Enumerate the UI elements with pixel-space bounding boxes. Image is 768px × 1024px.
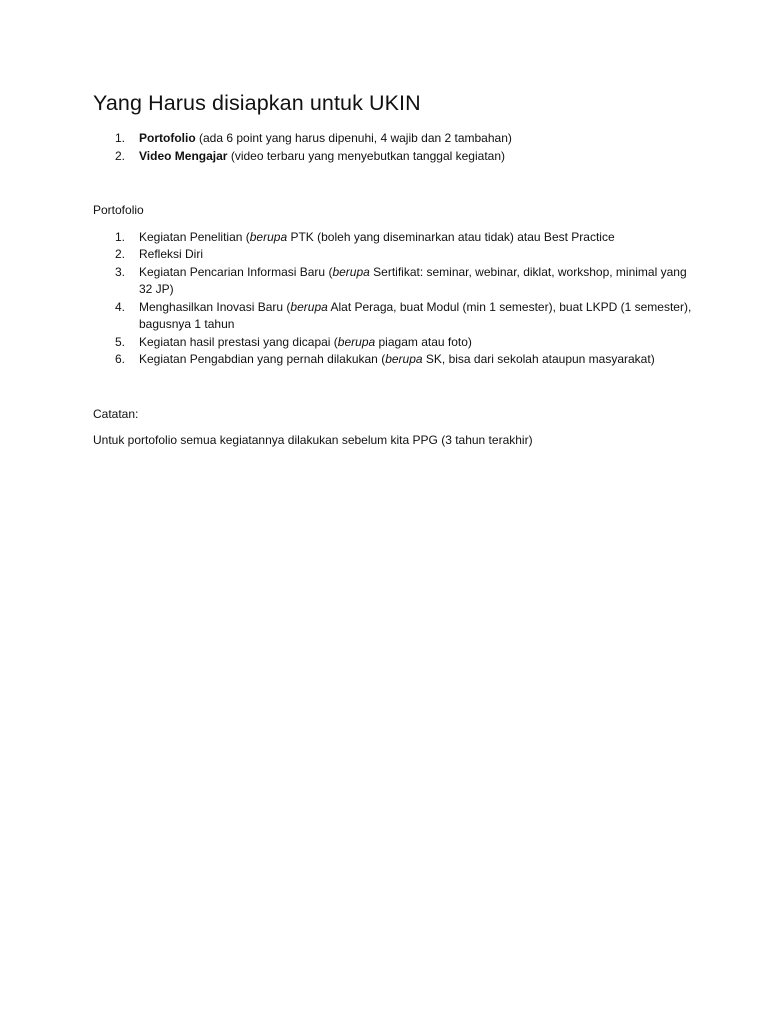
requirement-title: Video Mengajar <box>139 148 228 163</box>
requirement-desc: (video terbaru yang menyebutkan tanggal kegiatan) <box>227 148 505 163</box>
list-item <box>93 334 693 352</box>
portfolio-heading: Portofolio <box>93 203 144 217</box>
item-text-after: PTK (boleh yang diseminarkan atau tidak) atau Best Practice <box>287 229 615 244</box>
list-item <box>93 246 693 264</box>
list-item <box>93 148 693 166</box>
list-number: 6. <box>115 352 126 366</box>
item-text-before: Kegiatan Pengabdian yang pernah dilakukan ( <box>139 352 386 366</box>
requirement-desc: (ada 6 point yang harus dipenuhi, 4 wajib dan 2 tambahan) <box>195 131 512 145</box>
list-number: 2. <box>115 148 126 163</box>
document-title: Yang Harus disiapkan untuk UKIN <box>93 91 421 115</box>
portfolio-list <box>93 229 693 369</box>
list-item <box>93 299 693 334</box>
item-text-before: Refleksi Diri <box>139 247 204 261</box>
list-item <box>93 130 693 148</box>
document-page <box>93 88 693 450</box>
list-item <box>93 264 693 299</box>
list-item <box>93 229 693 247</box>
list-number: 5. <box>115 334 126 349</box>
list-number: 3. <box>115 264 126 279</box>
item-text-italic: berupa <box>290 299 328 314</box>
item-text-after: Alat Peraga, buat Modul (min 1 semester), buat LKPD (1 semester), bagusnya 1 tahun <box>139 299 692 331</box>
item-text-italic: berupa <box>249 229 288 244</box>
notes-text: Untuk portofolio semua kegiatannya dilakukan sebelum kita PPG (3 tahun terakhir) <box>93 433 533 447</box>
list-number: 1. <box>115 131 126 145</box>
item-text-italic: berupa <box>332 264 370 279</box>
item-text-before: Kegiatan Penelitian ( <box>139 229 250 244</box>
list-item <box>93 351 693 369</box>
item-text-before: Kegiatan Pencarian Informasi Baru ( <box>139 264 333 279</box>
item-text-italic: berupa <box>337 334 376 349</box>
list-number: 4. <box>115 299 126 314</box>
item-text-before: Menghasilkan Inovasi Baru ( <box>139 299 291 314</box>
list-number: 2. <box>115 247 126 261</box>
notes-heading: Catatan: <box>93 406 139 421</box>
item-text-italic: berupa <box>385 352 423 366</box>
item-text-before: Kegiatan hasil prestasi yang dicapai ( <box>139 334 338 349</box>
list-number: 1. <box>115 229 126 244</box>
requirement-title: Portofolio <box>139 131 196 145</box>
item-text-after: Sertifikat: seminar, webinar, diklat, workshop, minimal yang 32 JP) <box>139 264 687 296</box>
item-text-after: SK, bisa dari sekolah ataupun masyarakat) <box>422 352 655 366</box>
item-text-after: piagam atau foto) <box>375 334 472 349</box>
requirements-list <box>93 130 693 165</box>
